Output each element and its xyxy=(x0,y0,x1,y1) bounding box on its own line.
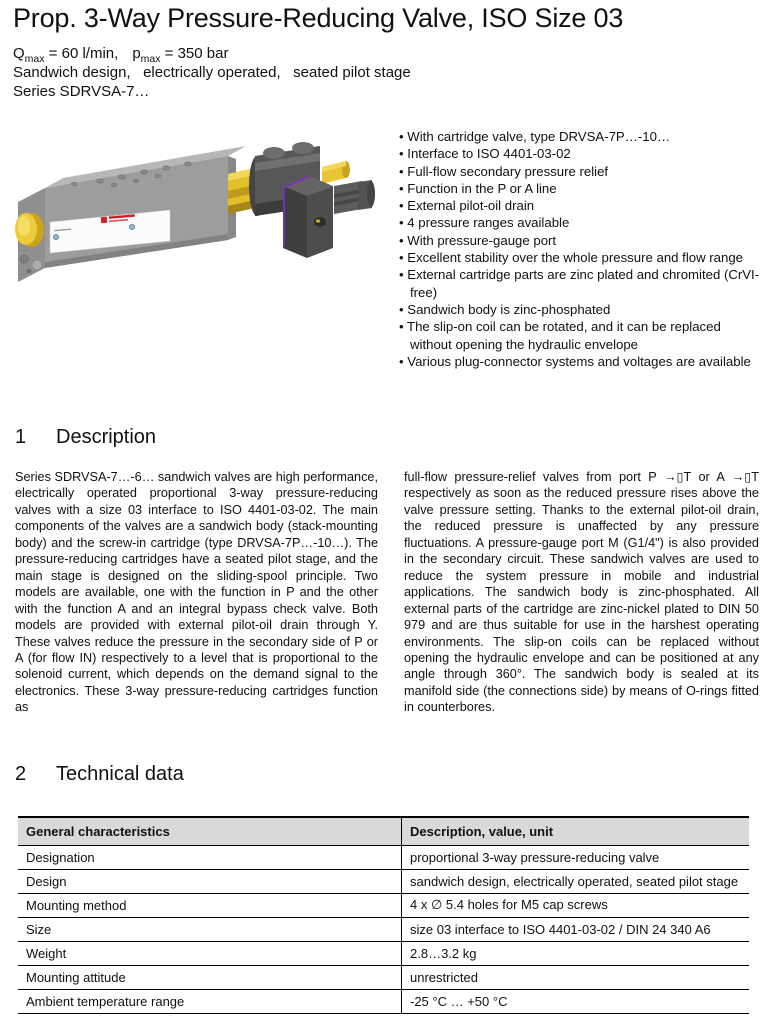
cell-value: proportional 3-way pressure-reducing valve xyxy=(402,845,750,869)
cell-characteristic: Mounting method xyxy=(18,893,402,917)
feature-item: • External pilot-oil drain xyxy=(399,197,763,214)
section-heading-description xyxy=(15,426,156,449)
solenoid-assembly xyxy=(228,142,375,258)
feature-item: • External cartridge parts are zinc plated and chromited (CrVI-free) xyxy=(399,266,763,301)
valve-body xyxy=(15,146,246,282)
page-title: Prop. 3-Way Pressure-Reducing Valve, ISO Size 03 xyxy=(13,3,624,33)
table-row xyxy=(18,989,749,1013)
pmax-value: = 350 bar xyxy=(160,45,229,62)
design-line: Sandwich design, electrically operated, seated pilot stage xyxy=(13,64,411,81)
feature-list xyxy=(399,128,763,370)
description-column-left: Series SDRVSA-7…-6… sandwich valves are high performance, electrically operated proportional 3-way pressure-reducing valves with a size 03 interface to ISO 4401-03-02. The main components of the valves are a sandwich body (stack-mounting body) and the screw-in cartridge (type DRVSA-7P…-10…). The pressure-reducing cartridges have a seated pilot stage, and the main stage is designed on the sliding-spool principle. Two models are available, one with the function in P and the other with the function A and an integral bypass check valve. Both models are provided with external pilot-oil drain through Y. These valves reduce the pressure in the secondary side of P or A (for flow IN) respectively to a level that is proportional to the solenoid current, which depends on the demand signal to the electronics. These 3-way pressure-reducing cartridges function as xyxy=(15,470,378,715)
cell-value: -25 °C … +50 °C xyxy=(402,989,750,1013)
section-number: 2 xyxy=(15,763,27,785)
cell-characteristic: Ambient temperature range xyxy=(18,989,402,1013)
cell-value: 4 x ∅ 5.4 holes for M5 cap screws xyxy=(402,893,750,917)
header-general-characteristics: General characteristics xyxy=(18,817,402,845)
feature-item: • Sandwich body is zinc-phosphated xyxy=(399,301,763,318)
description-column-right: full-flow pressure-relief valves from port P →▯T or A →▯T respectively as soon as the reduced pressure rises above the valve pressure setting. Thanks to the external pilot-oil drain, the reduced pressure is unaffected by any pressure fluctuations. A pressure-gauge port M (G1/4") is also provided in the secondary circuit. These sandwich valves are used to reduce the system pressure in mobile and industrial applications. The sandwich body is zinc-phosphated. All external parts of the cartridge are zinc-nickel plated to DIN 50 979 and are thus suitable for use in the harshest operating environments. The slip-on coils can be replaced without opening the hydraulic envelope and can be positioned at any angle through 360°. The sandwich body is sealed at its manifold side (the connections side) by means of O-rings fitted in counterbores. xyxy=(404,470,759,715)
table-row xyxy=(18,893,749,917)
table-row xyxy=(18,869,749,893)
technical-data-table xyxy=(18,816,749,1014)
cell-characteristic: Mounting attitude xyxy=(18,965,402,989)
pmax-symbol: p xyxy=(132,45,141,62)
feature-item: • The slip-on coil can be rotated, and it can be replaced without opening the hydraulic envelope xyxy=(399,318,763,353)
cell-value: sandwich design, electrically operated, seated pilot stage xyxy=(402,869,750,893)
cell-characteristic: Design xyxy=(18,869,402,893)
cell-value: 2.8…3.2 kg xyxy=(402,941,750,965)
section-title: Description xyxy=(56,426,157,448)
feature-item: • With cartridge valve, type DRVSA-7P…-10… xyxy=(399,128,763,145)
section-heading-technical-data xyxy=(15,763,184,786)
end-plug xyxy=(334,180,375,214)
qmax-subscript: max xyxy=(24,53,45,65)
header-description-value-unit: Description, value, unit xyxy=(402,817,750,845)
feature-item: • Interface to ISO 4401-03-02 xyxy=(399,145,763,162)
cell-value: size 03 interface to ISO 4401-03-02 / DIN 24 340 A6 xyxy=(402,917,750,941)
cell-value: unrestricted xyxy=(402,965,750,989)
description-columns xyxy=(15,469,759,716)
feature-item: • With pressure-gauge port xyxy=(399,232,763,249)
table-header-row xyxy=(18,817,749,845)
cell-characteristic: Weight xyxy=(18,941,402,965)
feature-item: • Excellent stability over the whole pressure and flow range xyxy=(399,249,763,266)
series-line: Series SDRVSA-7… xyxy=(13,83,150,100)
product-image xyxy=(10,140,382,292)
cell-characteristic: Designation xyxy=(18,845,402,869)
feature-item: • Full-flow secondary pressure relief xyxy=(399,163,763,180)
table-row xyxy=(18,917,749,941)
table-row xyxy=(18,965,749,989)
pmax-subscript: max xyxy=(140,53,161,65)
feature-item: • Various plug-connector systems and voltages are available xyxy=(399,353,763,370)
ratings-line xyxy=(13,45,228,65)
cell-characteristic: Size xyxy=(18,917,402,941)
feature-item: • 4 pressure ranges available xyxy=(399,214,763,231)
table-row xyxy=(18,845,749,869)
section-number: 1 xyxy=(15,426,27,448)
qmax-value: = 60 l/min, xyxy=(44,45,119,62)
section-title: Technical data xyxy=(56,763,184,785)
qmax-symbol: Q xyxy=(13,45,25,62)
feature-item: • Function in the P or A line xyxy=(399,180,763,197)
connector-block xyxy=(283,176,333,258)
table-row xyxy=(18,941,749,965)
